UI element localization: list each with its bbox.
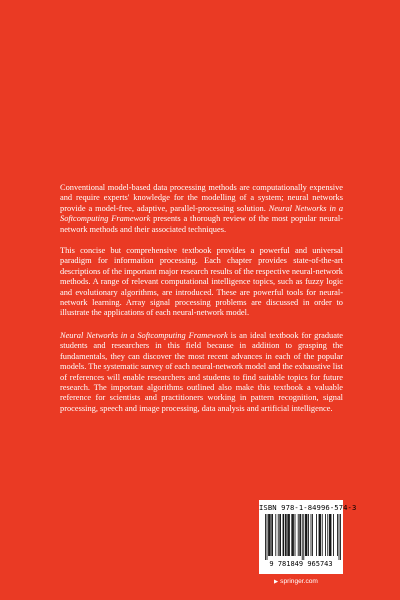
blurb-text: presents a thorough review of the most popular neural-network methods and their associated techniques. [60, 214, 344, 234]
book-title-italic: Neural Networks in a Softcomputing Framework [60, 330, 228, 340]
blurb-paragraph-2: This concise but comprehensive textbook provides a powerful and universal paradigm for information processing. Each chapter provides state-of-the-art descriptions of the important major research results of the respective neural-network methods. A range of relevant computational intelligence topics, such as fuzzy logic and evolutionary algorithms, are introduced. These are powerful tools for neural-network learning. Array signal processing problems are discussed in order to illustrate the applications of each neural-network model. [60, 246, 343, 318]
barcode-bar [319, 514, 320, 556]
barcode-bar [271, 514, 272, 556]
barcode-bar [319, 514, 320, 556]
barcode-bar [280, 514, 281, 556]
barcode-bar [322, 514, 323, 556]
barcode-bar [303, 514, 304, 560]
barcode-bar [269, 514, 270, 556]
barcode-bar [275, 514, 276, 556]
barcode-bar [292, 514, 293, 556]
arrow-icon: ▶ [274, 579, 279, 585]
barcode-bar [267, 514, 268, 560]
barcode-bar [283, 514, 284, 556]
barcode-bar [287, 514, 288, 556]
barcode-bar [288, 514, 289, 556]
barcode-bar [272, 514, 273, 556]
barcode-bar [286, 514, 287, 556]
barcode-bar [340, 514, 341, 560]
barcode-bar [308, 514, 309, 556]
barcode-bar [265, 514, 266, 560]
isbn-barcode [259, 500, 357, 574]
barcode-bar [298, 514, 299, 556]
barcode-bar [302, 514, 303, 560]
barcode-bar [285, 514, 286, 556]
barcode-bar [300, 514, 301, 556]
barcode-bar [306, 514, 307, 556]
barcode-bar [337, 514, 338, 556]
barcode-bar [279, 514, 280, 556]
barcode-bar [307, 514, 308, 556]
blurb-text: is an ideal textbook for graduate students and researchers in this field because in addition to grasping the fundamentals, they can discover the most recent advances in each of the popular models. The systematic survey of each neural-network model and the exhaustive list of references will enable researchers and students to find suitable topics for future research. The important algorithms outlined also make this textbook a valuable reference for scientists and practitioners working in pattern recognition, signal processing, speech and image processing, data analysis and artificial intelligence. [60, 330, 343, 413]
barcode-bar [325, 514, 326, 556]
barcode-bar [333, 514, 334, 556]
barcode-bar [278, 514, 279, 556]
blurb-paragraph-1 [60, 183, 343, 235]
barcode-bar [320, 514, 321, 556]
barcode-bar [330, 514, 331, 556]
barcode-bar [312, 514, 313, 556]
book-title-italic: Neural Networks in a Softcomputing Framework [60, 203, 344, 224]
barcode-bar [299, 514, 300, 556]
barcode-bar [295, 514, 296, 556]
barcode-bar [305, 514, 306, 556]
barcode-bar [339, 514, 340, 560]
publisher-url[interactable] [274, 578, 318, 585]
ean-digits: 9 781849 965743 [269, 560, 333, 568]
barcode-bar [293, 514, 294, 556]
barcode-bar [283, 514, 284, 556]
publisher-url-text: springer.com [280, 578, 318, 585]
barcode-bar [327, 514, 328, 556]
barcode-bar [329, 514, 330, 556]
barcode-bar [291, 514, 292, 556]
barcode-bar [270, 514, 271, 556]
barcode-bar [331, 514, 332, 556]
blurb-text: Conventional model-based data processing methods are computationally expensive and require experts' knowledge for the modelling of a system; neural networks provide a model-free, adaptive, parallel-processing solution. [60, 183, 343, 213]
barcode-bar [311, 514, 312, 556]
back-cover-blurb [60, 183, 343, 425]
barcode-bar [268, 514, 269, 556]
barcode-bar [289, 514, 290, 556]
isbn-label: ISBN 978-1-84996-574-3 [259, 503, 357, 512]
barcode-bars [265, 514, 341, 560]
barcode-bar [316, 514, 317, 556]
blurb-paragraph-3 [60, 331, 343, 414]
